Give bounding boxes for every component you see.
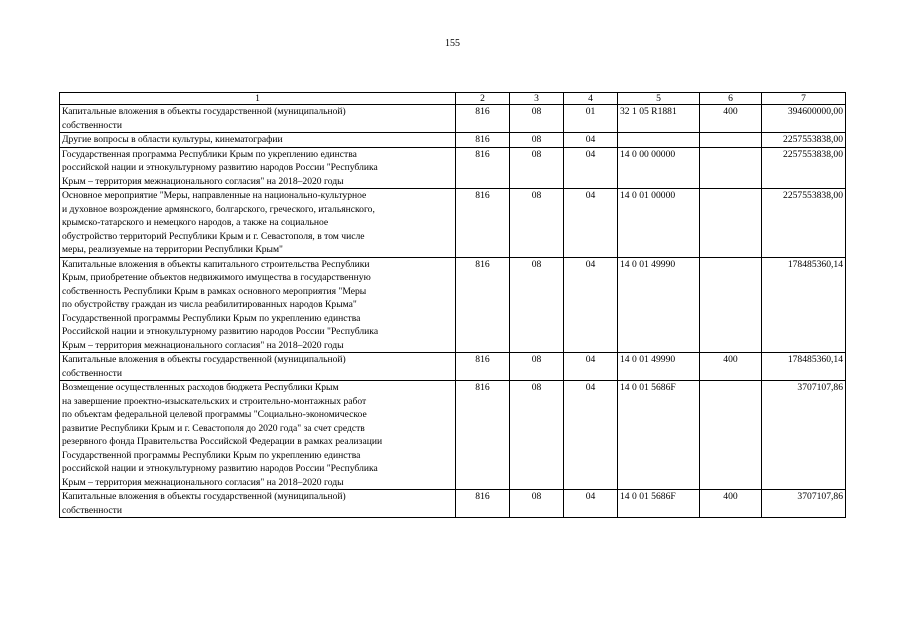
column-header: 7 [762,93,846,105]
table-row [60,133,846,148]
table-row [60,105,846,133]
ministry-code-cell: 816 [456,133,510,148]
page-number: 155 [445,38,460,49]
expense-name-cell [60,353,456,381]
target-article-cell: 14 0 01 5686F [618,381,700,490]
amount-cell: 178485360,14 [762,257,846,353]
table-row [60,353,846,381]
expense-name-line: российской нации и этнокультурному развитию народов России "Республика [62,463,378,474]
amount-cell: 178485360,14 [762,353,846,381]
expense-type-cell: 400 [700,353,762,381]
subsection-code-cell: 04 [564,189,618,258]
expense-name-line: Капитальные вложения в объекты капитального строительства Республики [62,258,370,270]
expense-name-cell [60,257,456,353]
target-article-cell [618,133,700,148]
table-row [60,147,846,189]
section-code-cell: 08 [510,353,564,381]
ministry-code-cell: 816 [456,147,510,189]
expense-name-line: Крым, приобретение объектов недвижимого имущества в государственную [62,272,371,283]
expense-name-cell [60,381,456,490]
expense-name-line: собственности [62,367,123,379]
expense-name-line: обустройство территорий Республики Крым и г. Севастополя, в том числе [62,230,365,242]
expense-type-cell [700,257,762,353]
ministry-code-cell: 816 [456,105,510,133]
expense-name-line: резервного фонда Правительства Российской Федерации в рамках реализации [62,436,383,447]
expense-type-cell [700,189,762,258]
target-article-cell: 14 0 01 00000 [618,189,700,258]
expense-type-cell [700,147,762,189]
expense-name-line: и духовное возрождение армянского, болгарского, греческого, итальянского, [62,203,375,215]
expense-name-cell [60,105,456,133]
expense-name-line: Капитальные вложения в объекты государственной (муниципальной) [62,354,346,365]
expense-name-line: Крым – территория межнационального согласия" на 2018–2020 годы [62,339,344,351]
subsection-code-cell: 04 [564,353,618,381]
expense-name-line: Государственной программы Республики Крым по укреплению единства [62,449,361,461]
expense-name-line: на завершение проектно-изыскательских и строительно-монтажных работ [62,395,367,407]
expense-name-line: Крым – территория межнационального согласия" на 2018–2020 годы [62,175,344,187]
expense-name-line: Капитальные вложения в объекты государственной (муниципальной) [62,491,346,502]
amount-cell: 2257553838,00 [762,133,846,148]
expense-type-cell [700,133,762,148]
expense-name-cell [60,490,456,518]
subsection-code-cell: 04 [564,257,618,353]
table-row [60,490,846,518]
expense-name-line: развитие Республики Крым и г. Севастополя до 2020 года" за счет средств [62,422,365,434]
expense-name-line: собственность Республики Крым в рамках основного мероприятия "Меры [62,285,367,297]
column-header: 5 [618,93,700,105]
expense-name-line: крымско-татарского и немецкого народов, а также на социальное [62,217,329,228]
subsection-code-cell: 04 [564,381,618,490]
column-header: 4 [564,93,618,105]
expense-name-cell [60,147,456,189]
expense-name-line: Государственная программа Республики Крым по укреплению единства [62,148,357,160]
expense-name-line: по обустройству граждан из числа реабилитированных народов Крыма" [62,299,357,310]
expense-name-line: Возмещение осуществленных расходов бюджета Республики Крым [62,382,339,393]
section-code-cell: 08 [510,189,564,258]
amount-cell: 2257553838,00 [762,189,846,258]
subsection-code-cell: 01 [564,105,618,133]
ministry-code-cell: 816 [456,353,510,381]
expense-type-cell [700,381,762,490]
section-code-cell: 08 [510,381,564,490]
expense-name-line: меры, реализуемые на территории Республики Крым" [62,244,283,255]
table-body [60,105,846,518]
expense-type-cell: 400 [700,105,762,133]
subsection-code-cell: 04 [564,133,618,148]
amount-cell: 3707107,86 [762,381,846,490]
table-row [60,381,846,490]
ministry-code-cell: 816 [456,189,510,258]
target-article-cell: 14 0 00 00000 [618,147,700,189]
section-code-cell: 08 [510,147,564,189]
expense-name-line: российской нации и этнокультурному развитию народов России "Республика [62,162,378,173]
section-code-cell: 08 [510,133,564,148]
amount-cell: 394600000,00 [762,105,846,133]
amount-cell: 2257553838,00 [762,147,846,189]
column-header: 6 [700,93,762,105]
target-article-cell: 14 0 01 49990 [618,257,700,353]
amount-cell: 3707107,86 [762,490,846,518]
header-row [60,93,846,105]
target-article-cell: 14 0 01 5686F [618,490,700,518]
expense-name-line: Другие вопросы в области культуры, кинематографии [62,134,283,145]
expense-name-line: Государственной программы Республики Крым по укреплению единства [62,312,361,324]
expense-name-line: Крым – территория межнационального согласия" на 2018–2020 годы [62,476,344,488]
table-row [60,257,846,353]
expense-name-line: по объектам федеральной целевой программы "Социально-экономическое [62,409,367,420]
section-code-cell: 08 [510,490,564,518]
target-article-cell: 14 0 01 49990 [618,353,700,381]
subsection-code-cell: 04 [564,147,618,189]
column-header: 1 [60,93,456,105]
subsection-code-cell: 04 [564,490,618,518]
section-code-cell: 08 [510,257,564,353]
ministry-code-cell: 816 [456,490,510,518]
expense-name-line: собственности [62,504,123,516]
expense-name-line: собственности [62,119,123,131]
expense-name-cell [60,133,456,148]
section-code-cell: 08 [510,105,564,133]
column-header: 2 [456,93,510,105]
expense-name-line: Основное мероприятие "Меры, направленные на национально-культурное [62,190,367,201]
ministry-code-cell: 816 [456,257,510,353]
budget-table [59,92,846,518]
column-header: 3 [510,93,564,105]
expense-name-cell [60,189,456,258]
expense-name-line: Капитальные вложения в объекты государственной (муниципальной) [62,106,346,117]
expense-type-cell: 400 [700,490,762,518]
ministry-code-cell: 816 [456,381,510,490]
expense-name-line: Российской нации и этнокультурному развитию народов России "Республика [62,326,379,337]
table-row [60,189,846,258]
target-article-cell: 32 1 05 R1881 [618,105,700,133]
